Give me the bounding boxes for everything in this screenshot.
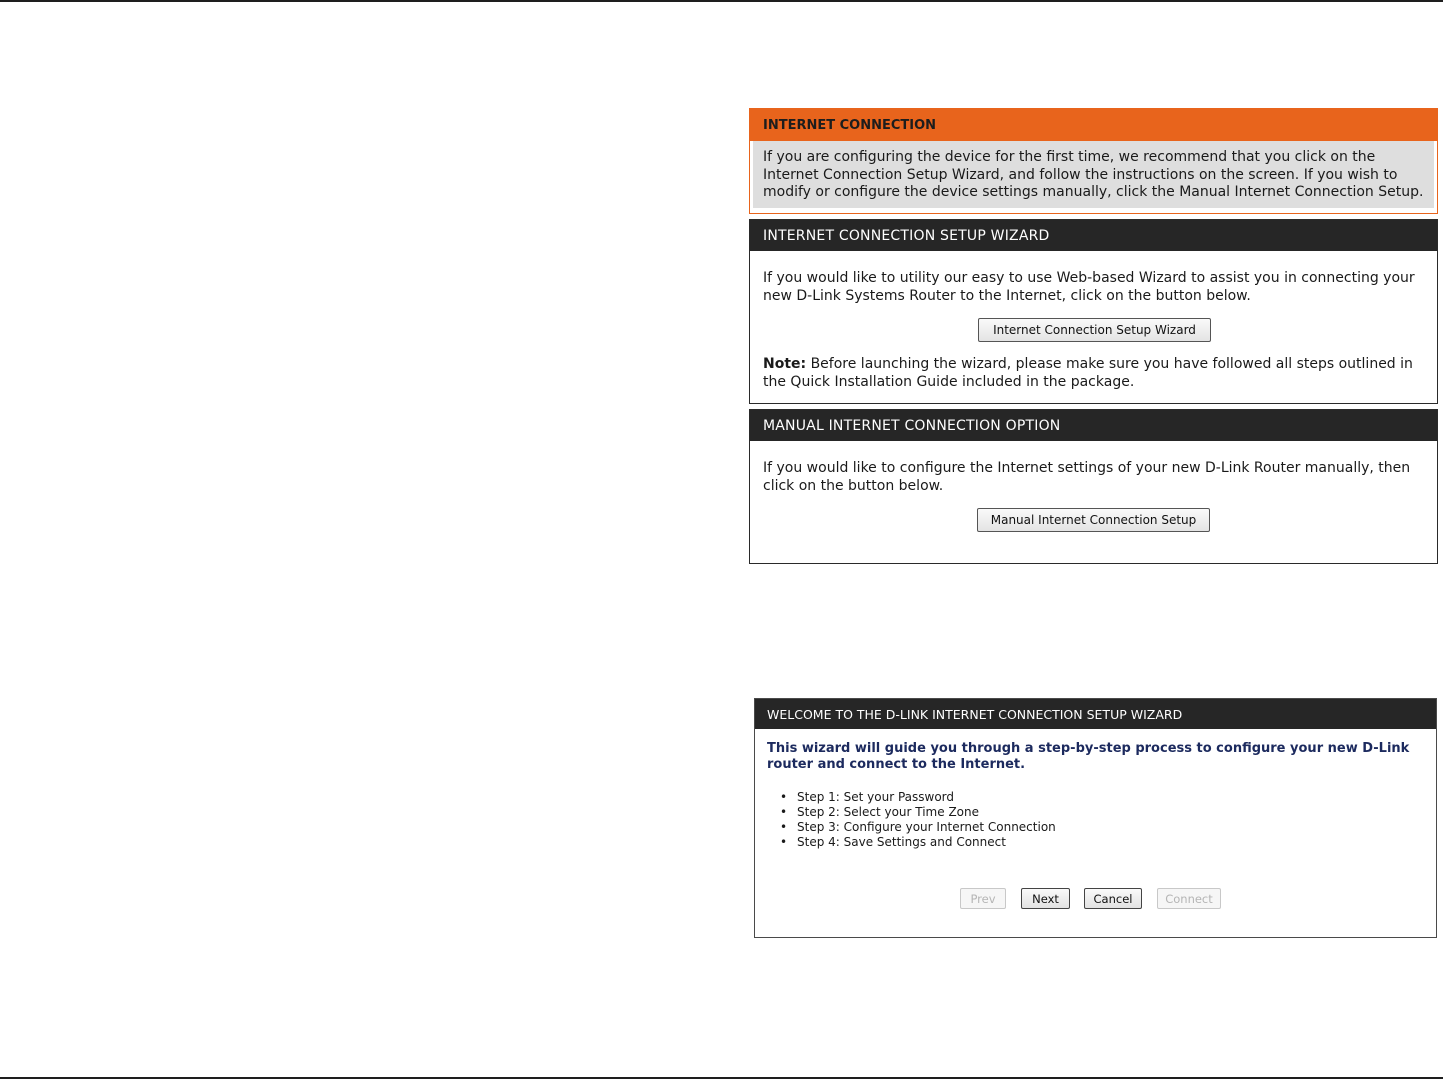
internet-connection-panel <box>749 108 1438 214</box>
top-rule <box>0 0 1443 2</box>
panel-title: MANUAL INTERNET CONNECTION OPTION <box>750 410 1437 441</box>
prev-button[interactable]: Prev <box>960 888 1006 909</box>
manual-connection-panel <box>749 409 1438 564</box>
list-item: • Step 1: Set your Password <box>775 790 1056 805</box>
setup-wizard-description: If you would like to utility our easy to use Web-based Wizard to assist you in connecting your new D-Link Systems Router to the Internet, click on the button below. <box>763 270 1415 304</box>
wizard-steps-list <box>775 790 1056 850</box>
internet-connection-description: If you are configuring the device for the first time, we recommend that you click on the Internet Connection Setup Wizard, and follow the instructions on the screen. If you wish to modify or configure the device settings manually, click the Manual Internet Connection Setup. <box>753 141 1434 208</box>
setup-wizard-panel <box>749 219 1438 404</box>
panel-title: WELCOME TO THE D-LINK INTERNET CONNECTION SETUP WIZARD <box>755 699 1436 729</box>
wizard-intro: This wizard will guide you through a step-by-step process to configure your new D-Link router and connect to the Internet. <box>767 741 1410 772</box>
manual-connection-description: If you would like to configure the Internet settings of your new D-Link Router manually, then click on the button below. <box>763 460 1411 494</box>
connect-button[interactable]: Connect <box>1157 888 1221 909</box>
list-item: • Step 3: Configure your Internet Connection <box>775 820 1056 835</box>
list-item: • Step 4: Save Settings and Connect <box>775 835 1056 850</box>
internet-connection-setup-wizard-button[interactable]: Internet Connection Setup Wizard <box>978 318 1211 342</box>
next-button[interactable]: Next <box>1021 888 1070 909</box>
cancel-button[interactable]: Cancel <box>1084 888 1142 909</box>
list-item: • Step 2: Select your Time Zone <box>775 805 1056 820</box>
manual-internet-connection-setup-button[interactable]: Manual Internet Connection Setup <box>977 508 1210 532</box>
note-label: Note: <box>763 356 807 372</box>
panel-title: INTERNET CONNECTION SETUP WIZARD <box>750 220 1437 251</box>
note-text: Before launching the wizard, please make sure you have followed all steps outlined in the Quick Installation Guide included in the package. <box>763 356 1413 390</box>
panel-title: INTERNET CONNECTION <box>750 109 1437 141</box>
setup-wizard-note <box>763 356 1425 391</box>
bottom-rule <box>0 1077 1443 1079</box>
